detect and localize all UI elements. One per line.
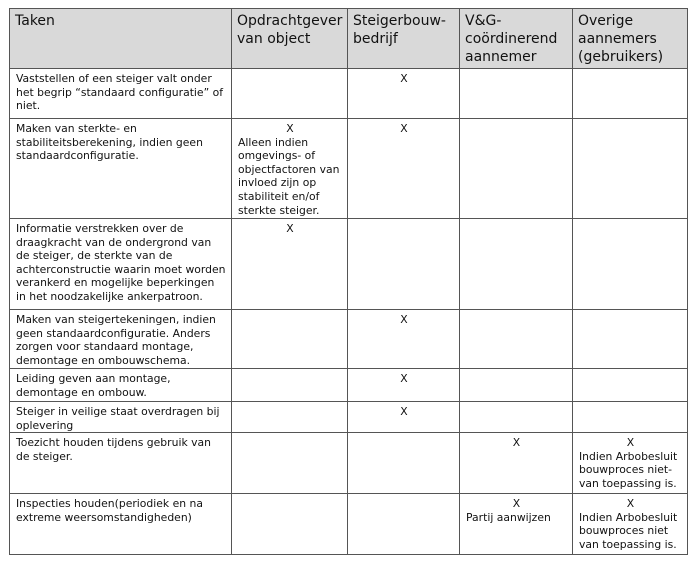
note: Alleen indien omgevings- of objectfactoren van invloed zijn op stabiliteit en/of sterkte steiger. [238,135,340,217]
mark: X [400,405,408,418]
table-row [10,494,688,555]
task-cell: Informatie verstrekken over de draagkracht van de ondergrond van de steiger, de sterkte van de achterconstructie waarin moet worden verankerd en mogelijke beperkingen in het noodzakelijke ankerpatroon. [10,219,232,310]
scaffold-company-cell [348,119,460,219]
task-cell: Leiding geven aan montage, demontage en ombouw. [10,369,232,402]
header-scaffold-company: Steigerbouw-bedrijf [348,9,460,69]
mark: X [400,72,408,85]
other-contractors-cell [573,402,688,433]
task-cell: Inspecties houden(periodiek en na extreme weersomstandigheden) [10,494,232,555]
mark: X [400,313,408,326]
scaffold-company-cell [348,494,460,555]
scaffold-company-cell [348,369,460,402]
table-row [10,369,688,402]
client-cell [232,369,348,402]
table-row [10,433,688,494]
note: Indien Arbobesluit bouwproces niet-van toepassing is. [579,449,678,490]
coordinating-contractor-cell [460,402,573,433]
other-contractors-cell [573,119,688,219]
table-row [10,119,688,219]
other-contractors-cell [573,494,688,555]
scaffold-company-cell [348,433,460,494]
table-row [10,310,688,369]
note: Partij aanwijzen [466,510,551,524]
scaffold-company-cell [348,402,460,433]
client-cell [232,433,348,494]
other-contractors-cell [573,310,688,369]
header-tasks: Taken [10,9,232,69]
task-cell: Steiger in veilige staat overdragen bij oplevering [10,402,232,433]
other-contractors-cell [573,219,688,310]
coordinating-contractor-cell [460,119,573,219]
client-cell [232,119,348,219]
mark: X [626,497,635,511]
task-cell: Maken van steigertekeningen, indien geen standaardconfiguratie. Anders zorgen voor standaard montage, demontage en ombouwschema. [10,310,232,369]
mark: X [400,372,408,385]
mark: X [512,436,521,450]
client-cell [232,402,348,433]
header-other-contractors: Overige aannemers (gebruikers) [573,9,688,69]
task-cell: Vaststellen of een steiger valt onder het begrip “standaard configuratie” of niet. [10,69,232,119]
mark: X [400,122,408,135]
table-row [10,402,688,433]
mark: X [626,436,635,450]
table-row [10,219,688,310]
header-row [10,9,688,69]
coordinating-contractor-cell [460,433,573,494]
other-contractors-cell [573,369,688,402]
scaffold-company-cell [348,310,460,369]
coordinating-contractor-cell [460,310,573,369]
responsibility-table [9,8,688,555]
coordinating-contractor-cell [460,494,573,555]
table-row [10,69,688,119]
note: Indien Arbobesluit bouwproces niet van toepassing is. [579,510,678,551]
mark: X [512,497,521,511]
header-coordinating-contractor: V&G-coördinerend aannemer [460,9,573,69]
coordinating-contractor-cell [460,219,573,310]
client-cell [232,310,348,369]
mark: X [286,122,294,135]
client-cell [232,69,348,119]
other-contractors-cell [573,433,688,494]
task-cell: Maken van sterkte- en stabiliteitsberekening, indien geen standaardconfiguratie. [10,119,232,219]
client-cell [232,219,348,310]
scaffold-company-cell [348,219,460,310]
scaffold-company-cell [348,69,460,119]
coordinating-contractor-cell [460,369,573,402]
mark: X [286,222,294,235]
client-cell [232,494,348,555]
other-contractors-cell [573,69,688,119]
task-cell: Toezicht houden tijdens gebruik van de steiger. [10,433,232,494]
header-client: Opdrachtgever van object [232,9,348,69]
coordinating-contractor-cell [460,69,573,119]
